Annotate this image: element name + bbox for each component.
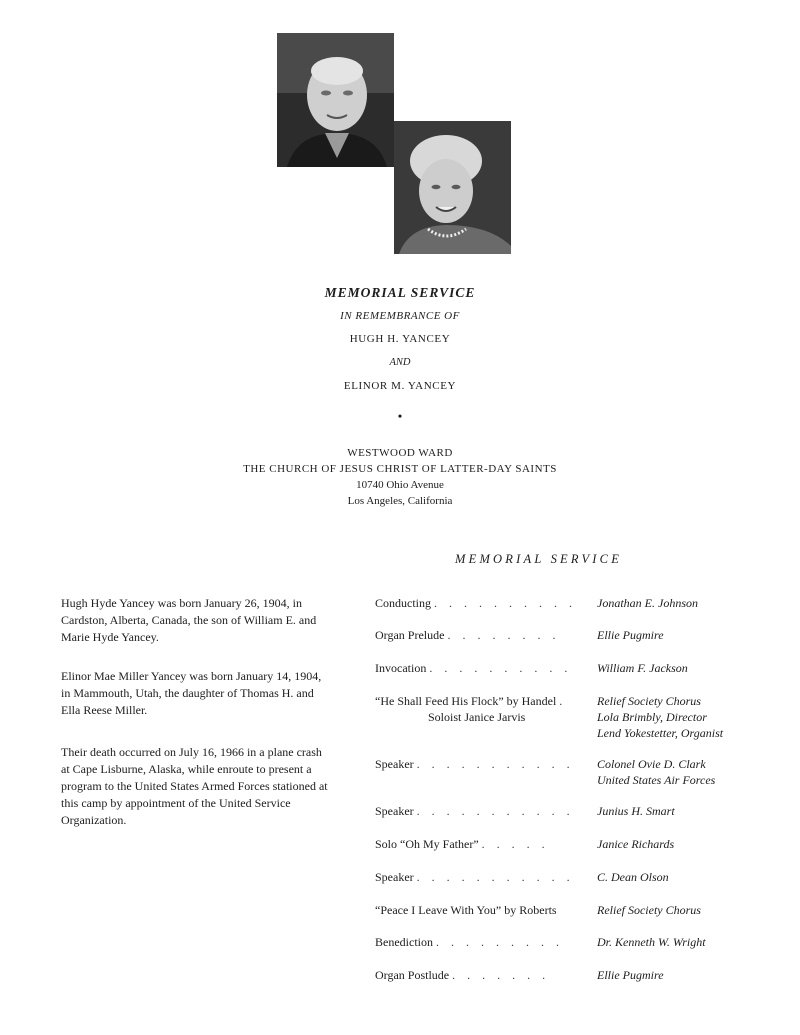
leader-dots: . . . . . . . . . . <box>429 661 572 675</box>
program-item: Benediction <box>375 935 433 949</box>
bio-paragraph-hugh <box>61 595 333 646</box>
program-item: “Peace I Leave With You” by Roberts <box>375 903 557 917</box>
leader-dots: . . . . . <box>481 837 550 851</box>
conjunction: AND <box>389 357 411 368</box>
program-person: Lend Yokestetter, Organist <box>597 726 724 740</box>
bio-text: Elinor Mae Miller Yancey was born January 14, 1904, in Mammouth, Utah, the daughter of Thomas H. and Ella Reese Miller. <box>61 669 322 717</box>
program-person: Colonel Ovie D. Clark <box>597 757 706 771</box>
portrait-photo-icon <box>277 33 394 167</box>
street-address: 10740 Ohio Avenue <box>356 479 444 491</box>
leader-dots: . . . . . . . . <box>447 628 560 642</box>
program-person: Jonathan E. Johnson <box>597 596 698 610</box>
bio-text: Hugh Hyde Yancey was born January 26, 1904, in Cardston, Alberta, Canada, the son of William E. and Marie Hyde Yancey. <box>61 596 317 644</box>
leader-dots: . . . . . . . . . . . <box>416 757 575 771</box>
leader-dots: . . . . . . . . . . <box>434 596 577 610</box>
program-item: Speaker <box>375 804 414 818</box>
program-item: Speaker <box>375 757 414 771</box>
program-item: “He Shall Feed His Flock” by Handel <box>375 694 557 708</box>
program-item: Organ Postlude <box>375 968 450 982</box>
program-person: Ellie Pugmire <box>597 628 664 642</box>
program-person: Relief Society Chorus <box>597 694 701 708</box>
program-person: Janice Richards <box>597 837 675 851</box>
program-person: C. Dean Olson <box>597 870 669 884</box>
portrait-photo-hugh <box>277 33 394 167</box>
honoree-name-2: ELINOR M. YANCEY <box>343 380 457 392</box>
bio-paragraph-death <box>61 744 333 829</box>
program-item-soloist: Soloist Janice Jarvis <box>428 710 526 724</box>
program-item: Conducting <box>375 596 431 610</box>
program-person: Dr. Kenneth W. Wright <box>597 935 706 949</box>
church-name: THE CHURCH OF JESUS CHRIST OF LATTER-DAY SAINTS <box>243 463 557 475</box>
program-item: Invocation <box>375 661 427 675</box>
bio-text: Their death occurred on July 16, 1966 in a plane crash at Cape Lisburne, Alaska, while enroute to present a program to the United States Armed Forces stationed at this camp by appointment of the United Service Organization. <box>61 745 328 827</box>
program-person: United States Air Forces <box>597 773 716 787</box>
bio-paragraph-elinor <box>61 668 333 719</box>
city: Los Angeles, California <box>347 495 453 507</box>
leader-dots: . <box>559 694 567 708</box>
program-person: William F. Jackson <box>597 661 688 675</box>
leader-dots: . . . . . . . . . . . <box>416 804 575 818</box>
program-item: Organ Prelude <box>375 628 445 642</box>
subtitle: IN REMEMBRANCE OF <box>340 310 460 322</box>
portrait-photo-elinor <box>394 121 511 254</box>
program-item: Speaker <box>375 870 414 884</box>
separator-bullet: • <box>397 409 403 423</box>
page-title: MEMORIAL SERVICE <box>324 285 476 300</box>
honoree-name-1: HUGH H. YANCEY <box>349 333 451 345</box>
leader-dots: . . . . . . . . . <box>435 935 564 949</box>
program-person: Lola Brimbly, Director <box>597 710 707 724</box>
portrait-photo-icon <box>394 121 511 254</box>
program-person: Ellie Pugmire <box>597 968 664 982</box>
program-heading: MEMORIAL SERVICE <box>455 552 623 566</box>
leader-dots: . . . . . . . . . . . <box>416 870 575 884</box>
leader-dots: . . . . . . . <box>452 968 550 982</box>
program-person: Relief Society Chorus <box>597 903 701 917</box>
program-person: Junius H. Smart <box>597 804 675 818</box>
program-item: Solo “Oh My Father” <box>375 837 479 851</box>
ward-name: WESTWOOD WARD <box>347 447 453 459</box>
